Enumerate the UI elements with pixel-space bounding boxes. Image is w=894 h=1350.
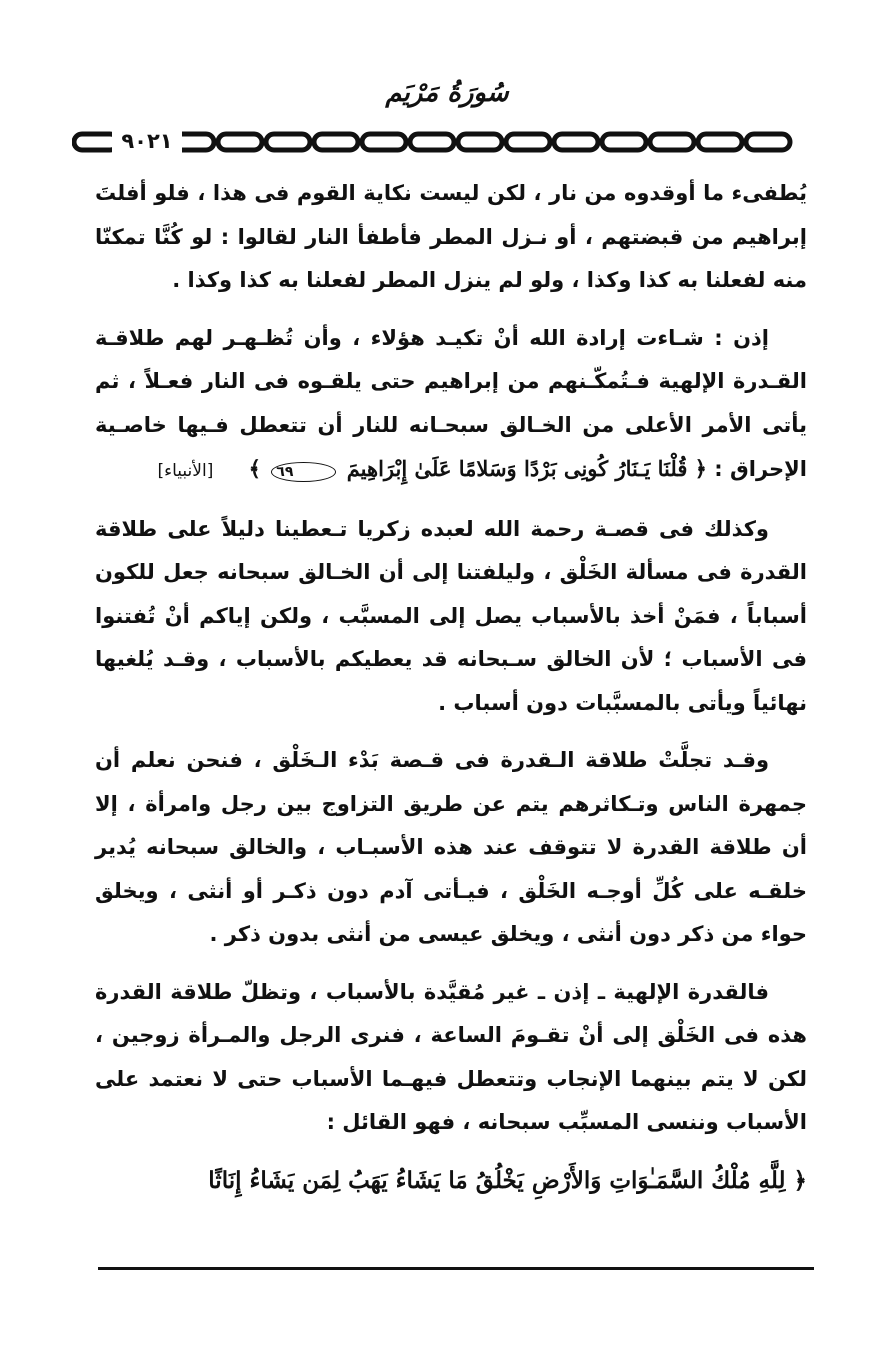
- paragraph-4: وقـد تجلَّتْ طلاقة الـقدرة فى قـصة بَدْء الـخَلْق ، فنحن نعلم أن جمهرة الناس وتـكاثرهم يتم عن طريق التزاوج بين رجل وامرأة ، إلا أن طلاقة القدرة لا تتوقف عند هذه الأسبـاب ، والخالق سبحانه يُدير خلقـه على كُلِّ أوجـه الخَلْق ، فيـأتى آدم دون ذكـر أو أنثى ، ويخلق حواء من ذكر دون أنثى ، ويخلق عيسى من أنثى بدون ذكر .: [95, 748, 807, 946]
- paragraph-2-text: إذن : شـاءت إرادة الله أنْ تكيـد هؤلاء ، وأن تُظـهـر لهم طلاقـة القـدرة الإلهية فـتُمكّـنهم من إبراهيم حتى يلقـوه فى النار فعـلاً ، ثم يأتى الأمر الأعلى من الخـالق سبحـانه للنار أن تتعطل فـيها خاصـية الإحراق :: [95, 325, 807, 481]
- surah-title: سُورَةُ مَرْيَم: [385, 78, 509, 108]
- chain-link: [410, 134, 454, 150]
- chain-link: [602, 134, 646, 150]
- page-body: [95, 172, 807, 1202]
- chain-link: [506, 134, 550, 150]
- quran-verse-close: ﴾: [248, 456, 261, 481]
- paragraph-5: فالقدرة الإلهية ـ إذن ـ غير مُقيَّدة بالأسباب ، وتظلّ طلاقة القدرة هذه فى الخَلْق إلى أنْ تقـومَ الساعة ، فنرى الرجل والمـرأة زوجين ، لكن لا يتم بينهما الإنجاب وتتعطل فيهـما الأسباب حتى لا نعتمد على الأسباب وننسى المسبِّب سبحانه ، فهو القائل :: [95, 979, 807, 1134]
- chain-link: [650, 134, 694, 150]
- chain-link: [266, 134, 310, 150]
- quran-verse-shura: ﴿ لِلَّهِ مُلْكُ السَّمَـٰوَاتِ وَالأَرْضِ يَخْلُقُ مَا يَشَاءُ يَهَبُ لِمَن يَشَاءُ إِنَاثًا: [208, 1166, 807, 1194]
- chain-link: [362, 134, 406, 150]
- surah-reference: [الأنبياء]: [157, 461, 214, 481]
- chain-link: [698, 134, 742, 150]
- chain-link: [458, 134, 502, 150]
- verse-number: ٦٩: [271, 462, 336, 482]
- chain-link: [314, 134, 358, 150]
- footer-rule: [98, 1267, 814, 1270]
- paragraph-1: يُطفىء ما أوقدوه من نار ، لكن ليست نكاية القوم فى هذا ، فلو أفلتَ إبراهيم من قبضتهم ، أو نـزل المطر فأطفأ النار لقالوا : لو كُنَّا تمكنّا منه لفعلنا به كذا وكذا ، ولو لم ينزل المطر لفعلنا به كذا وكذا .: [95, 181, 807, 292]
- page-number: ٩٠٢١: [112, 126, 182, 156]
- chain-link: [554, 134, 598, 150]
- chain-link: [746, 134, 790, 150]
- chain-link: [218, 134, 262, 150]
- ornamental-chain-divider: [72, 128, 832, 156]
- quran-verse-anbiya: ﴿ قُلْنَا يَـنَارُ كُونِى بَرْدًا وَسَلامًا عَلَىٰ إِبْرَاهِيمَ: [346, 456, 707, 481]
- paragraph-2: [95, 317, 807, 494]
- paragraph-3: وكذلك فى قصـة رحمة الله لعبده زكريا تـعطينا دليلاً على طلاقة القدرة فى مسألة الخَلْق ، وليلفتنا إلى أن الخـالق سبحانه جعل للكون أسباباً ، فمَنْ أخذ بالأسباب يصل إلى المسبَّب ، ولكن إياكم أنْ تُفتنوا فى الأسباب ؛ لأن الخالق سـبحانه قد يعطيكم بالأسباب ، وقـد يُلغيها نهائياً ويأتى بالمسبَّبات دون أسباب .: [95, 516, 807, 715]
